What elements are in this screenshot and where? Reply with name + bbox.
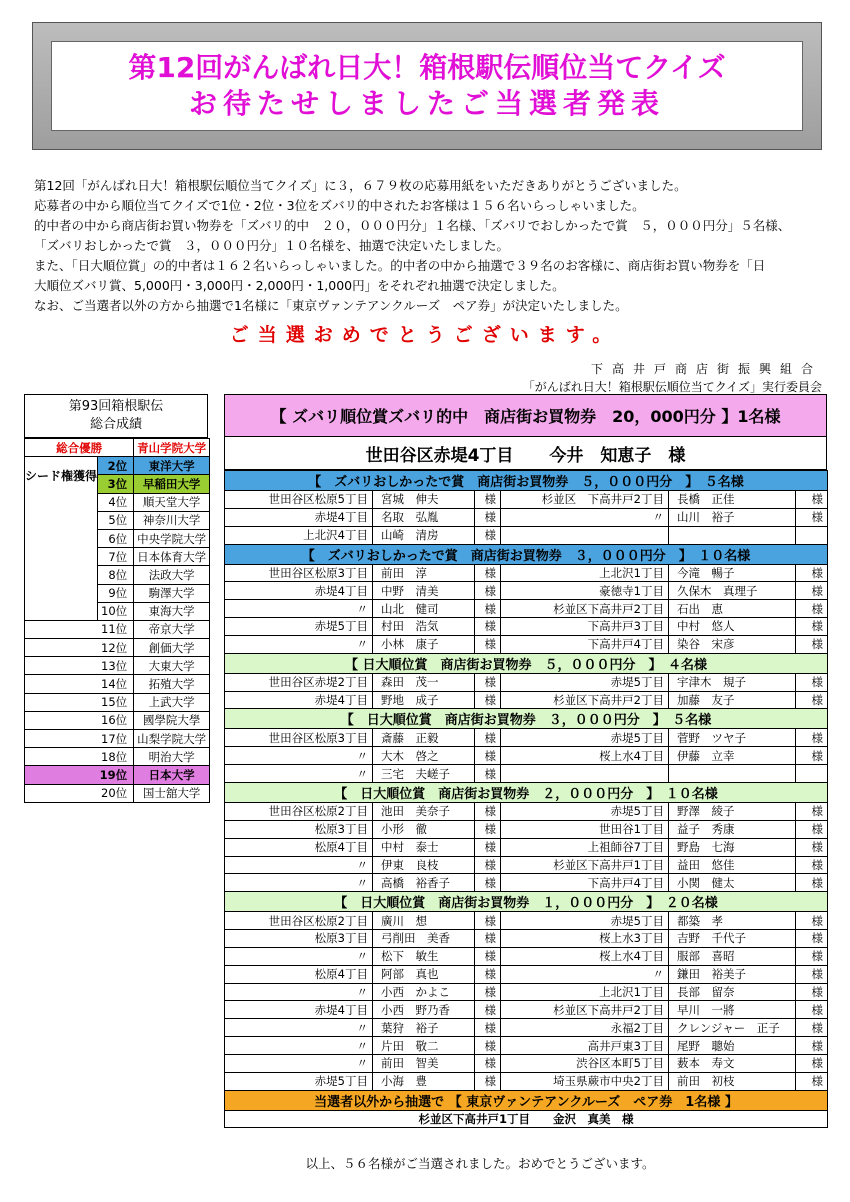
winner-area: 赤堤5丁目 — [501, 802, 669, 820]
winner-name: 菅野 ツヤ子 — [669, 729, 796, 747]
winner-honorific — [796, 526, 828, 544]
winner-name: 久保木 真理子 — [669, 582, 796, 600]
winner-honorific: 様 — [475, 635, 501, 653]
winner-name — [669, 526, 796, 544]
standings-univ: 国士舘大学 — [134, 784, 210, 802]
winner-name — [669, 765, 796, 783]
intro-line: 第12回「がんばれ日大！箱根駅伝順位当てクイズ」に３，６７９枚の応募用紙をいただきありがとうございました。 — [34, 178, 687, 193]
winner-row — [225, 983, 828, 1001]
standings-rank: 3位 — [98, 475, 134, 493]
winner-area: 〃 — [225, 600, 373, 618]
seed-label: シード権獲得 — [25, 457, 98, 621]
winner-row — [225, 1019, 828, 1037]
winner-row — [225, 564, 828, 582]
prize-banner-row — [225, 709, 828, 729]
winner-area: 桜上水4丁目 — [501, 747, 669, 765]
winner-area: 世田谷1丁目 — [501, 820, 669, 838]
top-prize-winner — [224, 437, 827, 470]
page-subtitle: お待たせしましたご当選者発表 — [188, 87, 665, 120]
winner-honorific: 様 — [796, 930, 828, 948]
winner-honorific: 様 — [796, 802, 828, 820]
winner-honorific: 様 — [796, 983, 828, 1001]
cruise-winner-row — [225, 1110, 828, 1128]
prize-banner-row — [225, 892, 828, 912]
winner-name: 山北 健司 — [373, 600, 475, 618]
winner-row — [225, 838, 828, 856]
winner-area: 〃 — [225, 1054, 373, 1072]
winner-name: 弓削田 美香 — [373, 930, 475, 948]
standings-univ: 法政大学 — [134, 566, 210, 584]
winner-row — [225, 765, 828, 783]
winner-honorific: 様 — [475, 802, 501, 820]
winner-honorific: 様 — [796, 618, 828, 636]
winner-area: 上北沢1丁目 — [501, 983, 669, 1001]
prize-banner: 【 日大順位賞 商店街お買物券 ５，０００円分 】 ４名様 — [225, 653, 828, 673]
winner-area: 世田谷区赤堤2丁目 — [225, 673, 373, 691]
winner-honorific: 様 — [796, 635, 828, 653]
winner-row — [225, 912, 828, 930]
winner-row — [225, 491, 828, 509]
title-box — [51, 41, 803, 131]
winner-row — [225, 673, 828, 691]
winner-name: 野島 七海 — [669, 838, 796, 856]
standings-rank: 8位 — [98, 566, 134, 584]
winner-area: 〃 — [501, 508, 669, 526]
winner-honorific: 様 — [475, 691, 501, 709]
winner-row — [225, 729, 828, 747]
standings-univ: 東洋大学 — [134, 457, 210, 475]
winner-name: 村田 浩気 — [373, 618, 475, 636]
intro-line: なお、ご当選者以外の方から抽選で1名様に「東京ヴァンテアンクルーズ ペア券」が決定いたしました。 — [34, 298, 628, 313]
winner-name: 染谷 宋彦 — [669, 635, 796, 653]
standings-row — [25, 784, 210, 802]
standings-row — [25, 620, 210, 638]
winner-name: 小西 野乃香 — [373, 1001, 475, 1019]
standings-row — [25, 711, 210, 729]
standings-univ: 東海大学 — [134, 602, 210, 620]
winner-honorific: 様 — [796, 874, 828, 892]
standings-subtitle: 総合成績 — [89, 417, 142, 432]
standings-champion-row — [25, 439, 210, 457]
standings-univ: 日本体育大学 — [134, 548, 210, 566]
standings-rank: 4位 — [98, 493, 134, 511]
winner-area — [501, 765, 669, 783]
winner-area: 松原3丁目 — [225, 820, 373, 838]
winner-name: 山川 裕子 — [669, 508, 796, 526]
winner-name: 森田 茂一 — [373, 673, 475, 691]
top-winner-area: 世田谷区赤堤4丁目 — [365, 445, 514, 466]
winner-honorific: 様 — [796, 491, 828, 509]
winner-area: 杉並区下高井戸2丁目 — [501, 691, 669, 709]
winner-area: 赤堤4丁目 — [225, 582, 373, 600]
standings-univ: 明治大学 — [134, 748, 210, 766]
winner-honorific: 様 — [796, 912, 828, 930]
winner-honorific — [796, 765, 828, 783]
winner-name: 加藤 友子 — [669, 691, 796, 709]
winner-name: 前田 初枝 — [669, 1072, 796, 1090]
winner-area: 杉並区下高井戸1丁目 — [501, 856, 669, 874]
standings-rank: 17位 — [25, 730, 134, 748]
winner-area: 世田谷区松原2丁目 — [225, 802, 373, 820]
standings-row — [25, 748, 210, 766]
intro-line: 応募者の中から順位当てクイズで1位・2位・3位をズバリ的中されたお客様は１５６名いらっしゃいました。 — [34, 198, 645, 213]
winner-name: 今滝 暢子 — [669, 564, 796, 582]
winner-area: 赤堤4丁目 — [225, 1001, 373, 1019]
standings-rank: 20位 — [25, 784, 134, 802]
winner-honorific: 様 — [796, 1037, 828, 1055]
winner-name: 小関 健太 — [669, 874, 796, 892]
winner-name: 小林 康子 — [373, 635, 475, 653]
winner-area: 高井戸東3丁目 — [501, 1037, 669, 1055]
winner-honorific: 様 — [475, 564, 501, 582]
winner-area: 赤堤5丁目 — [501, 673, 669, 691]
winner-name: 三宅 夫嵯子 — [373, 765, 475, 783]
winner-area: 〃 — [225, 1019, 373, 1037]
winner-row — [225, 508, 828, 526]
winner-name: 前田 智美 — [373, 1054, 475, 1072]
standings-header — [24, 394, 208, 438]
winner-honorific: 様 — [475, 600, 501, 618]
winner-area: 永福2丁目 — [501, 1019, 669, 1037]
winner-name: 小海 豊 — [373, 1072, 475, 1090]
winner-area: 赤堤5丁目 — [225, 1072, 373, 1090]
winner-row — [225, 1054, 828, 1072]
winner-name: クレンジャー 正子 — [669, 1019, 796, 1037]
winner-area: 赤堤5丁目 — [225, 618, 373, 636]
winner-honorific: 様 — [475, 930, 501, 948]
standings-univ: 日本大学 — [134, 766, 210, 784]
winner-row — [225, 1001, 828, 1019]
winner-row — [225, 1037, 828, 1055]
winner-name: 長橋 正佳 — [669, 491, 796, 509]
winner-name: 中野 清美 — [373, 582, 475, 600]
committee-name: 「がんばれ日大！箱根駅伝順位当てクイズ」実行委員会 — [522, 380, 822, 394]
top-winner-name: 今井 知恵子 様 — [549, 445, 686, 466]
prize-banner-row — [225, 782, 828, 802]
winner-name: 小形 徹 — [373, 820, 475, 838]
winner-honorific: 様 — [796, 1072, 828, 1090]
intro-line: 的中者の中から商店街お買い物券を「ズバリ的中 ２０，０００円分」１名様、「ズバリでおしかったで賞 ５，０００円分」５名様、 — [34, 218, 791, 233]
standings-univ: 中央学院大学 — [134, 529, 210, 547]
standings-univ: 國學院大學 — [134, 711, 210, 729]
standings-row — [25, 675, 210, 693]
winner-name: 中村 悠人 — [669, 618, 796, 636]
winner-row — [225, 965, 828, 983]
organizer-name: 下高井戸商店街振興組合 — [590, 362, 822, 376]
standings-row — [25, 639, 210, 657]
winner-area: 下高井戸3丁目 — [501, 618, 669, 636]
winner-area: 桜上水3丁目 — [501, 930, 669, 948]
standings-rank: 14位 — [25, 675, 134, 693]
winner-row — [225, 856, 828, 874]
standings-univ: 神奈川大学 — [134, 511, 210, 529]
winner-honorific: 様 — [475, 582, 501, 600]
winner-area: 上北沢4丁目 — [225, 526, 373, 544]
winner-name: 野澤 綾子 — [669, 802, 796, 820]
winner-name: 尾野 聰始 — [669, 1037, 796, 1055]
winner-name: 野地 成子 — [373, 691, 475, 709]
winner-row — [225, 635, 828, 653]
winner-honorific: 様 — [475, 856, 501, 874]
winner-area: 松原4丁目 — [225, 838, 373, 856]
winner-area: 世田谷区松原3丁目 — [225, 564, 373, 582]
cruise-winner: 杉並区下高井戸1丁目 金沢 真美 様 — [225, 1110, 828, 1128]
winner-name: 阿部 真也 — [373, 965, 475, 983]
top-prize-banner: 【 ズバリ順位賞ズバリ的中 商店街お買物券 20，000円分 】1名様 — [224, 394, 827, 437]
winner-honorific: 様 — [475, 729, 501, 747]
standings-rank: 2位 — [98, 457, 134, 475]
winner-name: 大木 啓之 — [373, 747, 475, 765]
winner-area: 赤堤4丁目 — [225, 508, 373, 526]
winner-area: 杉並区下高井戸2丁目 — [501, 600, 669, 618]
standings-rank: 7位 — [98, 548, 134, 566]
winner-honorific: 様 — [796, 673, 828, 691]
winner-name: 山崎 清房 — [373, 526, 475, 544]
winner-honorific: 様 — [475, 673, 501, 691]
winner-area: 杉並区下高井戸2丁目 — [501, 1001, 669, 1019]
winner-area: 赤堤4丁目 — [225, 691, 373, 709]
winner-honorific: 様 — [796, 838, 828, 856]
winner-honorific: 様 — [475, 912, 501, 930]
prize-banner: 【 ズバリおしかったで賞 商店街お買物券 ３，０００円分 】 １０名様 — [225, 544, 828, 564]
prize-banner-row — [225, 471, 828, 491]
standings-rank: 15位 — [25, 693, 134, 711]
standings-univ: 創価大学 — [134, 639, 210, 657]
winner-name: 高橋 裕香子 — [373, 874, 475, 892]
standings-rank: 9位 — [98, 584, 134, 602]
organizer — [523, 360, 822, 396]
standings-rank: 18位 — [25, 748, 134, 766]
winner-name: 服部 喜昭 — [669, 947, 796, 965]
winner-honorific: 様 — [796, 747, 828, 765]
winner-area: 世田谷区松原2丁目 — [225, 912, 373, 930]
winner-area: 〃 — [225, 747, 373, 765]
winner-honorific: 様 — [796, 691, 828, 709]
winner-honorific: 様 — [475, 526, 501, 544]
congrats-message: ご当選おめでとうございます。 — [229, 324, 621, 346]
standings-row — [25, 657, 210, 675]
winner-row — [225, 691, 828, 709]
winner-row — [225, 747, 828, 765]
winner-honorific: 様 — [475, 491, 501, 509]
intro-line: また、「日大順位賞」の的中者は１６２名いらっしゃいました。的中者の中から抽選で３９名のお客様に、商店街お買い物券を「日 — [34, 258, 766, 273]
prize-banner: 【 ズバリおしかったで賞 商店街お買物券 ５，０００円分 】 ５名様 — [225, 471, 828, 491]
winner-name: 廣川 想 — [373, 912, 475, 930]
winner-honorific: 様 — [475, 618, 501, 636]
champion-label: 総合優勝 — [25, 439, 134, 457]
winner-area: 松原4丁目 — [225, 965, 373, 983]
winner-name: 鎌田 裕美子 — [669, 965, 796, 983]
standings-row — [25, 766, 210, 784]
standings-univ: 上武大学 — [134, 693, 210, 711]
winner-row — [225, 820, 828, 838]
winner-honorific: 様 — [475, 983, 501, 1001]
standings-univ: 山梨学院大学 — [134, 730, 210, 748]
standings-univ: 拓殖大学 — [134, 675, 210, 693]
winner-honorific: 様 — [475, 965, 501, 983]
winner-name: 薮本 寿文 — [669, 1054, 796, 1072]
winner-row — [225, 600, 828, 618]
champion-univ: 青山学院大学 — [134, 439, 210, 457]
standings-univ: 帝京大学 — [134, 620, 210, 638]
winner-name: 伊東 良枝 — [373, 856, 475, 874]
winner-honorific: 様 — [796, 965, 828, 983]
standings-rank: 11位 — [25, 620, 134, 638]
winner-area: 〃 — [225, 765, 373, 783]
standings-rank: 16位 — [25, 711, 134, 729]
standings-univ: 駒澤大学 — [134, 584, 210, 602]
winner-honorific: 様 — [475, 508, 501, 526]
standings-univ: 大東大学 — [134, 657, 210, 675]
winner-name: 片田 敬二 — [373, 1037, 475, 1055]
winner-honorific: 様 — [475, 1037, 501, 1055]
winner-honorific: 様 — [796, 1019, 828, 1037]
standings-row — [25, 457, 210, 475]
winner-row — [225, 802, 828, 820]
winner-honorific: 様 — [475, 838, 501, 856]
winner-name: 吉野 千代子 — [669, 930, 796, 948]
winner-row — [225, 582, 828, 600]
intro-text — [34, 176, 834, 316]
standings-rank: 6位 — [98, 529, 134, 547]
winner-area: 杉並区 下高井戸2丁目 — [501, 491, 669, 509]
winner-honorific: 様 — [475, 747, 501, 765]
winner-area: 渋谷区本町5丁目 — [501, 1054, 669, 1072]
winner-area: 世田谷区松原5丁目 — [225, 491, 373, 509]
winner-name: 宮城 伸夫 — [373, 491, 475, 509]
winner-row — [225, 526, 828, 544]
winner-row — [225, 618, 828, 636]
standings-univ: 順天堂大学 — [134, 493, 210, 511]
winner-honorific: 様 — [475, 947, 501, 965]
winner-name: 名取 弘胤 — [373, 508, 475, 526]
winner-name: 池田 美奈子 — [373, 802, 475, 820]
winner-area: 赤堤5丁目 — [501, 729, 669, 747]
winner-name: 葉狩 裕子 — [373, 1019, 475, 1037]
standings-row — [25, 730, 210, 748]
winner-row — [225, 947, 828, 965]
standings-row — [25, 693, 210, 711]
prize-banner-row — [225, 1090, 828, 1110]
winner-area: 〃 — [225, 856, 373, 874]
winner-area: 上北沢1丁目 — [501, 564, 669, 582]
standings-title: 第93回箱根駅伝 — [68, 399, 164, 414]
winner-name: 中村 泰士 — [373, 838, 475, 856]
winner-honorific: 様 — [475, 874, 501, 892]
winner-honorific: 様 — [796, 947, 828, 965]
winner-area: 〃 — [225, 1037, 373, 1055]
winner-honorific: 様 — [475, 1001, 501, 1019]
winner-area: 〃 — [501, 965, 669, 983]
winner-area — [501, 526, 669, 544]
winner-name: 益子 秀康 — [669, 820, 796, 838]
winner-area: 埼玉県蕨市中央2丁目 — [501, 1072, 669, 1090]
winner-name: 早川 一將 — [669, 1001, 796, 1019]
standings-rank: 10位 — [98, 602, 134, 620]
winner-name: 小西 かよこ — [373, 983, 475, 1001]
winner-area: 〃 — [225, 874, 373, 892]
winner-area: 上祖師谷7丁目 — [501, 838, 669, 856]
winner-honorific: 様 — [796, 856, 828, 874]
winner-row — [225, 930, 828, 948]
winner-honorific: 様 — [796, 1054, 828, 1072]
winner-row — [225, 874, 828, 892]
winner-name: 伊藤 立幸 — [669, 747, 796, 765]
winner-name: 都築 孝 — [669, 912, 796, 930]
winner-area: 〃 — [225, 947, 373, 965]
winner-honorific: 様 — [796, 820, 828, 838]
winner-honorific: 様 — [796, 1001, 828, 1019]
winner-honorific: 様 — [796, 729, 828, 747]
winner-area: 下高井戸4丁目 — [501, 874, 669, 892]
winner-area: 松原3丁目 — [225, 930, 373, 948]
winner-honorific: 様 — [796, 564, 828, 582]
winner-honorific: 様 — [475, 820, 501, 838]
page-title: 第12回がんばれ日大！箱根駅伝順位当てクイズ — [128, 51, 726, 84]
winner-name: 益田 悠佳 — [669, 856, 796, 874]
footer-note: 以上、５６名様がご当選されました。おめでとうございます。 — [305, 1156, 655, 1171]
intro-line: 大順位ズバリ賞、5,000円・3,000円・2,000円・1,000円」をそれぞれ抽選で決定しました。 — [34, 278, 565, 293]
standings-rank: 12位 — [25, 639, 134, 657]
winner-name: 前田 淳 — [373, 564, 475, 582]
prize-banner: 【 日大順位賞 商店街お買物券 １，０００円分 】 ２０名様 — [225, 892, 828, 912]
winners-list — [224, 394, 827, 1128]
winner-name: 長部 留奈 — [669, 983, 796, 1001]
standings-rank: 19位 — [25, 766, 134, 784]
prize-banner-row — [225, 544, 828, 564]
winner-honorific: 様 — [796, 508, 828, 526]
winner-name: 斎藤 正毅 — [373, 729, 475, 747]
winner-area: 豪徳寺1丁目 — [501, 582, 669, 600]
winner-honorific: 様 — [796, 600, 828, 618]
winner-area: 下高井戸4丁目 — [501, 635, 669, 653]
winner-name: 宇津木 規子 — [669, 673, 796, 691]
prize-banner: 【 日大順位賞 商店街お買物券 ３，０００円分 】 ５名様 — [225, 709, 828, 729]
winner-honorific: 様 — [475, 1072, 501, 1090]
winner-area: 赤堤5丁目 — [501, 912, 669, 930]
standings-rank: 13位 — [25, 657, 134, 675]
winner-honorific: 様 — [475, 1054, 501, 1072]
winner-area: 〃 — [225, 635, 373, 653]
prize-banner-row — [225, 653, 828, 673]
prize-banner: 【 日大順位賞 商店街お買物券 ２，０００円分 】 １０名様 — [225, 782, 828, 802]
standings-table — [24, 394, 208, 803]
winner-area: 桜上水4丁目 — [501, 947, 669, 965]
winner-honorific: 様 — [475, 765, 501, 783]
winner-area: 世田谷区松原3丁目 — [225, 729, 373, 747]
title-frame — [32, 22, 822, 150]
winner-name: 松下 敏生 — [373, 947, 475, 965]
standings-univ: 早稲田大学 — [134, 475, 210, 493]
winner-row — [225, 1072, 828, 1090]
winner-honorific: 様 — [796, 582, 828, 600]
winner-name: 石出 恵 — [669, 600, 796, 618]
standings-rank: 5位 — [98, 511, 134, 529]
prize-banner: 当選者以外から抽選で 【 東京ヴァンテアンクルーズ ペア券 1名様 】 — [225, 1090, 828, 1110]
winner-area: 〃 — [225, 983, 373, 1001]
winner-honorific: 様 — [475, 1019, 501, 1037]
intro-line: 「ズバリおしかったで賞 ３，０００円分」１０名様を、抽選で決定いたしました。 — [34, 238, 510, 253]
